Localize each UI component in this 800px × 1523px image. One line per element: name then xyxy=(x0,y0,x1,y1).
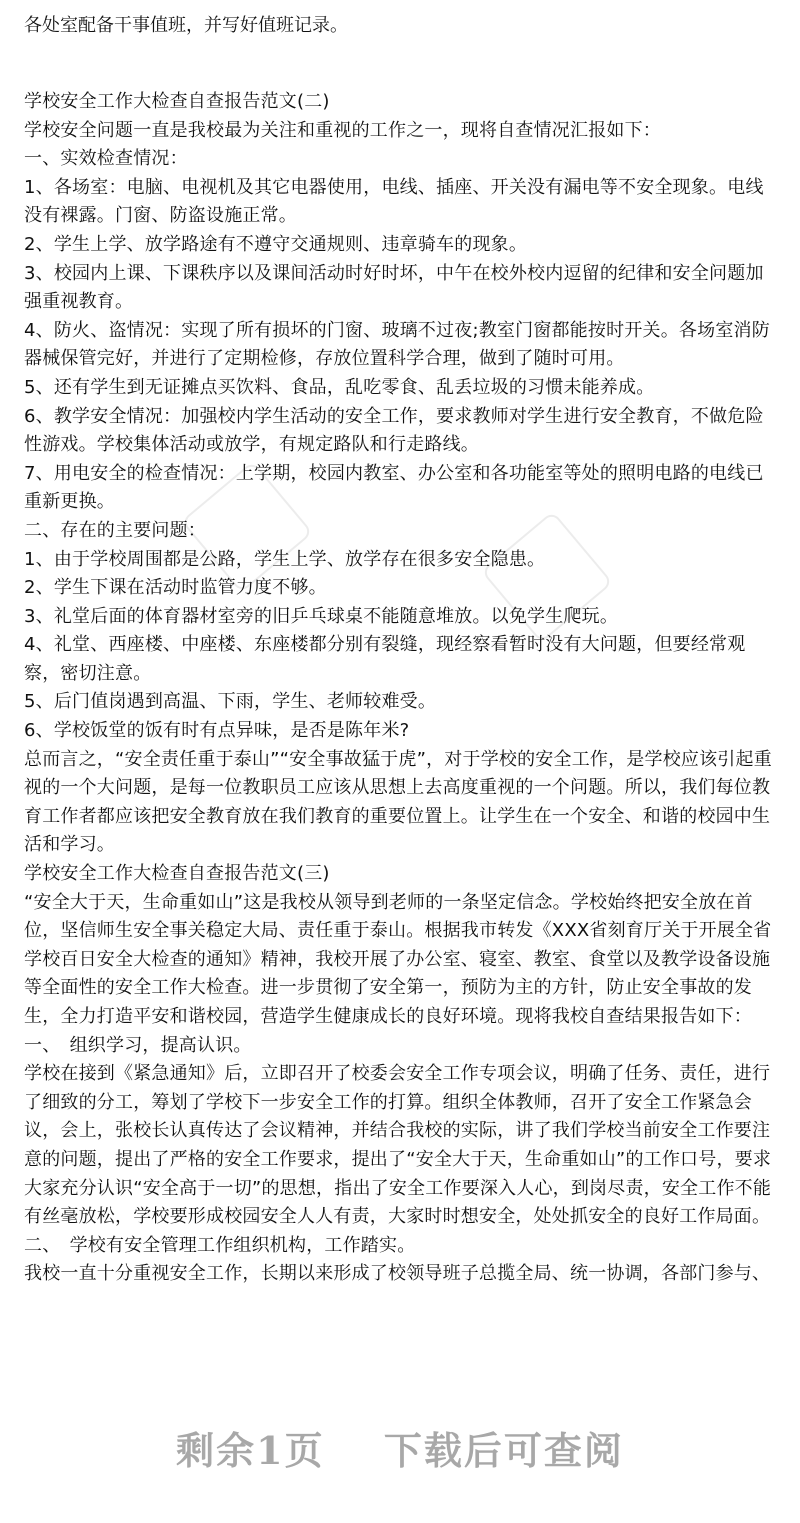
list-item: 3、礼堂后面的体育器材室旁的旧乒乓球桌不能随意堆放。以免学生爬玩。 xyxy=(24,605,619,627)
list-item: 4、礼堂、西座楼、中座楼、东座楼都分别有裂缝，现经察看暂时没有大问题，但要经常观察，密切注意。 xyxy=(24,634,746,684)
intro-paragraph: 学校安全问题一直是我校最为关注和重视的工作之一，现将自查情况汇报如下： xyxy=(24,119,661,141)
list-item: 5、后门值岗遇到高温、下雨，学生、老师较难受。 xyxy=(24,691,437,713)
section-heading: 一、实效检查情况： xyxy=(24,148,188,170)
report-title-3: 学校安全工作大检查自查报告范文(三) xyxy=(24,863,330,885)
list-item: 1、由于学校周围都是公路，学生上学、放学存在很多安全隐患。 xyxy=(24,548,546,570)
list-item: 2、学生下课在活动时监管力度不够。 xyxy=(24,577,327,599)
body-paragraph: 我校一直十分重视安全工作，长期以来形成了校领导班子总揽全局、统一协调，各部门参与、 xyxy=(24,1263,771,1285)
body-paragraph: 学校在接到《紧急通知》后，立即召开了校委会安全工作专项会议，明确了任务、责任，进行了细致的分工，筹划了学校下一步安全工作的打算。组织全体教师，召开了安全工作紧急会议，会上，张校长认真传达了会议精神，并结合我校的实际，讲了我们学校当前安全工作要注意的问题，提出了严格的安全工作要求，提出了“安全大于天，生命重如山”的工作口号，要求大家充分认识“安全高于一切”的思想，指出了安全工作要深入人心，到岗尽责，安全工作不能有丝毫放松，学校要形成校园安全人人有责，大家时时想安全，处处抓安全的良好工作局面。 xyxy=(24,1063,772,1228)
summary-paragraph: 总而言之，“安全责任重于泰山”“安全事故猛于虎”，对于学校的安全工作，是学校应该引起重视的一个大问题，是每一位教职员工应该从思想上去高度重视的一个问题。所以，我们每位教育工作者都应该把安全教育放在我们教育的重要位置上。让学生在一个安全、和谐的校园中生活和学习。 xyxy=(24,748,772,856)
download-to-view-text[interactable]: 下载后可查阅 xyxy=(383,1428,624,1473)
list-item: 2、学生上学、放学路途有不遵守交通规则、违章骑车的现象。 xyxy=(24,233,528,255)
list-item: 7、用电安全的检查情况：上学期，校园内教室、办公室和各功能室等处的照明电路的电线已重新更换。 xyxy=(24,462,764,513)
report-title-2: 学校安全工作大检查自查报告范文(二) xyxy=(24,91,330,112)
list-item: 3、校园内上课、下课秩序以及课间活动时好时坏，中午在校外校内逗留的纪律和安全问题加强重视教育。 xyxy=(24,262,764,313)
top-line: 各处室配备干事值班，并写好值班记录。 xyxy=(24,15,348,36)
list-item: 6、学校饭堂的饭有时有点异味，是否是陈年米? xyxy=(24,720,410,742)
body-paragraph: “安全大于天，生命重如山”这是我校从领导到老师的一条坚定信念。学校始终把安全放在首位，坚信师生安全事关稳定大局、责任重于泰山。根据我市转发《XXX省刻育厅关于开展全省学校百日安全大检查的通知》精神，我校开展了办公室、寝室、教室、食堂以及教学设备设施等全面性的安全工作大检查。进一步贯彻了安全第一，预防为主的方针，防止安全事故的发生，全力打造平安和谐校园，营造学生健康成长的良好环境。现将我校自查结果报告如下： xyxy=(24,891,772,1027)
list-item: 5、还有学生到无证摊点买饮料、食品，乱吃零食、乱丢垃圾的习惯未能养成。 xyxy=(24,376,655,398)
remaining-pages-text: 剩余1页 xyxy=(176,1428,325,1473)
section-heading: 二、 学校有安全管理工作组织机构，工作踏实。 xyxy=(24,1234,416,1256)
document-body xyxy=(24,88,780,1289)
section-heading: 一、 组织学习，提高认识。 xyxy=(24,1034,252,1056)
section-heading: 二、存在的主要问题： xyxy=(24,519,206,541)
list-item: 1、各场室：电脑、电视机及其它电器使用，电线、插座、开关没有漏电等不安全现象。电线没有裸露。门窗、防盗设施正常。 xyxy=(24,176,764,227)
cut-off-top-line xyxy=(24,0,784,40)
list-item: 4、防火、盗情况：实现了所有损坏的门窗、玻璃不过夜;教室门窗都能按时开关。各场室消防器械保管完好，并进行了定期检修，存放位置科学合理，做到了随时可用。 xyxy=(24,319,770,370)
list-item: 6、教学安全情况：加强校内学生活动的安全工作，要求教师对学生进行安全教育，不做危险性游戏。学校集体活动或放学，有规定路队和行走路线。 xyxy=(24,405,764,456)
download-banner[interactable] xyxy=(0,1420,800,1475)
